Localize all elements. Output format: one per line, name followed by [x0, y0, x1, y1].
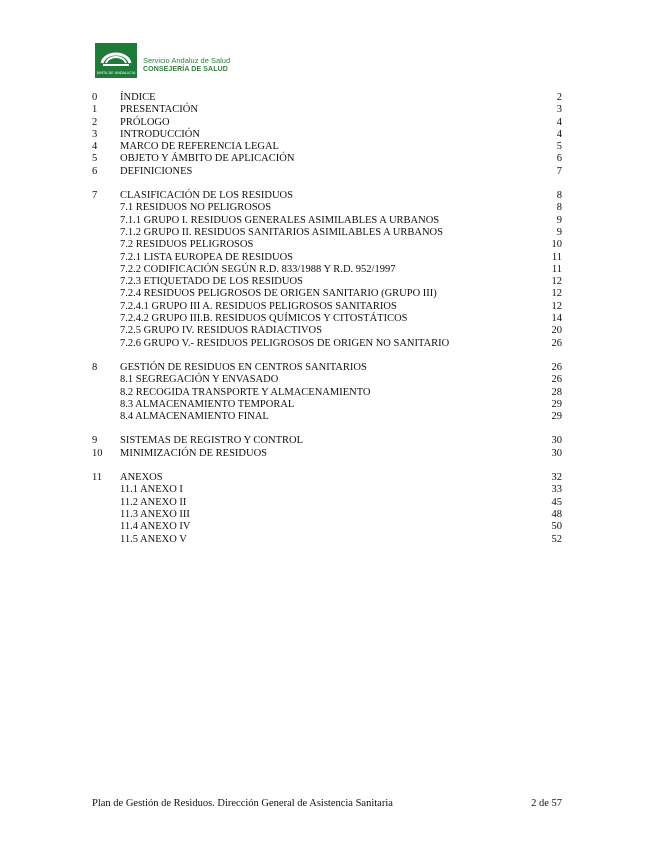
toc-entry-title: 7.1.2 GRUPO II. RESIDUOS SANITARIOS ASIMILABLES A URBANOS — [120, 226, 443, 238]
toc-entry[interactable] — [92, 509, 562, 521]
toc-entry[interactable] — [92, 104, 562, 116]
toc-entry[interactable] — [92, 472, 562, 484]
toc-entry-number: 3 — [92, 128, 98, 140]
toc-entry-title: 7.2.5 GRUPO IV. RESIDUOS RADIACTIVOS — [120, 325, 322, 337]
toc-entry[interactable] — [92, 497, 562, 509]
toc-entry-page: 28 — [551, 386, 562, 398]
toc-entry-page: 29 — [551, 411, 562, 423]
toc-entry[interactable] — [92, 92, 562, 104]
toc-entry[interactable] — [92, 276, 562, 288]
toc-entry-title: 7.1 RESIDUOS NO PELIGROSOS — [120, 202, 272, 214]
toc-entry-page: 29 — [551, 398, 562, 410]
toc-entry-title: 7.2.3 ETIQUETADO DE LOS RESIDUOS — [120, 276, 303, 288]
toc-entry-title: INTRODUCCIÓN — [120, 128, 200, 140]
toc-entry[interactable] — [92, 374, 562, 386]
toc-entry[interactable] — [92, 534, 562, 546]
toc-entry-number: 8 — [92, 361, 98, 373]
toc-entry-page: 11 — [551, 263, 562, 275]
toc-entry-page: 11 — [551, 251, 562, 263]
toc-entry-number: 4 — [92, 141, 98, 153]
toc-entry[interactable] — [92, 117, 562, 129]
toc-entry-title: DEFINICIONES — [120, 165, 193, 177]
toc-section-gap — [92, 178, 562, 190]
toc-entry-page: 33 — [551, 484, 562, 496]
toc-entry-title: 8.3 ALMACENAMIENTO TEMPORAL — [120, 398, 295, 410]
toc-entry-title: 8.1 SEGREGACIÓN Y ENVASADO — [120, 374, 279, 386]
emblem-icon — [95, 43, 137, 78]
toc-entry-title: GESTIÓN DE RESIDUOS EN CENTROS SANITARIOS — [120, 361, 367, 373]
toc-entry-title: 8.4 ALMACENAMIENTO FINAL — [120, 411, 269, 423]
toc-entry-page: 26 — [551, 361, 562, 373]
toc-entry-page: 6 — [556, 153, 562, 165]
toc-entry-number: 0 — [92, 92, 98, 103]
toc-entry[interactable] — [92, 313, 562, 325]
toc-entry-number: 7 — [92, 190, 98, 202]
toc-entry-number: 5 — [92, 153, 98, 165]
toc-entry-page: 52 — [551, 533, 562, 545]
toc-entry-title: CLASIFICACIÓN DE LOS RESIDUOS — [120, 190, 293, 202]
toc-entry-title: 7.2.1 LISTA EUROPEA DE RESIDUOS — [120, 251, 294, 263]
toc-entry-page: 12 — [551, 276, 562, 288]
toc-entry-title: MINIMIZACIÓN DE RESIDUOS — [120, 447, 267, 459]
toc-entry[interactable] — [92, 448, 562, 460]
junta-andalucia-emblem — [95, 43, 137, 78]
toc-entry[interactable] — [92, 362, 562, 374]
footer-page-number: 2 de 57 — [531, 798, 562, 809]
toc-entry[interactable] — [92, 325, 562, 337]
svg-text:JUNTA DE ANDALUCIA: JUNTA DE ANDALUCIA — [96, 71, 136, 75]
toc-entry-title: 11.4 ANEXO IV — [120, 521, 191, 533]
toc-entry-page: 10 — [551, 239, 562, 251]
toc-entry-number: 2 — [92, 116, 98, 128]
organization-logo — [95, 43, 235, 79]
toc-entry-title: 11.1 ANEXO I — [120, 484, 183, 496]
toc-entry[interactable] — [92, 411, 562, 423]
table-of-contents — [92, 92, 562, 546]
toc-entry-title: 7.2.2 CODIFICACIÓN SEGÚN R.D. 833/1988 Y R.D. 952/1997 — [120, 263, 396, 275]
toc-entry-title: 7.2.6 GRUPO V.- RESIDUOS PELIGROSOS DE ORIGEN NO SANITARIO — [120, 337, 450, 349]
toc-entry-page: 26 — [551, 374, 562, 386]
toc-entry[interactable] — [92, 166, 562, 178]
toc-entry-title: 7.2.4 RESIDUOS PELIGROSOS DE ORIGEN SANITARIO (GRUPO III) — [120, 288, 437, 300]
toc-entry-number: 1 — [92, 104, 98, 116]
toc-entry-title: 7.1.1 GRUPO I. RESIDUOS GENERALES ASIMILABLES A URBANOS — [120, 214, 440, 226]
toc-entry-page: 7 — [556, 165, 562, 177]
toc-entry-title: PRESENTACIÓN — [120, 104, 198, 116]
toc-entry-page: 8 — [556, 190, 562, 202]
toc-entry[interactable] — [92, 288, 562, 300]
toc-entry-title: 11.2 ANEXO II — [120, 496, 187, 508]
toc-entry[interactable] — [92, 252, 562, 264]
organization-name — [143, 56, 230, 74]
toc-entry-number: 11 — [92, 472, 103, 484]
toc-entry-page: 12 — [551, 300, 562, 312]
toc-entry[interactable] — [92, 387, 562, 399]
page-footer — [92, 797, 562, 811]
toc-entry-title: 11.3 ANEXO III — [120, 508, 190, 520]
toc-entry-page: 50 — [551, 521, 562, 533]
toc-entry-page: 20 — [551, 325, 562, 337]
toc-entry[interactable] — [92, 227, 562, 239]
toc-entry-title: SISTEMAS DE REGISTRO Y CONTROL — [120, 435, 303, 447]
toc-entry-title: 7.2.4.2 GRUPO III.B. RESIDUOS QUÍMICOS Y CITOSTÁTICOS — [120, 313, 408, 325]
toc-entry-page: 2 — [556, 92, 562, 103]
toc-entry[interactable] — [92, 521, 562, 533]
toc-entry-page: 32 — [551, 472, 562, 484]
toc-entry-number: 9 — [92, 435, 98, 447]
toc-entry-page: 14 — [551, 313, 562, 325]
toc-entry[interactable] — [92, 129, 562, 141]
toc-entry-page: 9 — [556, 226, 562, 238]
toc-entry-title: ANEXOS — [120, 472, 163, 484]
toc-entry-title: 7.2 RESIDUOS PELIGROSOS — [120, 239, 254, 251]
toc-entry-title: 8.2 RECOGIDA TRANSPORTE Y ALMACENAMIENTO — [120, 386, 371, 398]
org-line1: Servicio Andaluz de Salud — [143, 56, 231, 65]
toc-entry[interactable] — [92, 202, 562, 214]
toc-entry-page: 30 — [551, 447, 562, 459]
toc-entry[interactable] — [92, 435, 562, 447]
org-line2: CONSEJERÍA DE SALUD — [143, 66, 228, 73]
toc-entry-page: 48 — [551, 508, 562, 520]
toc-entry-title: MARCO DE REFERENCIA LEGAL — [120, 141, 279, 153]
toc-entry-title: OBJETO Y ÁMBITO DE APLICACIÓN — [120, 153, 295, 165]
toc-section-gap — [92, 460, 562, 472]
toc-entry-page: 3 — [556, 104, 562, 116]
toc-entry[interactable] — [92, 264, 562, 276]
toc-section-gap — [92, 350, 562, 362]
toc-entry-page: 4 — [556, 128, 562, 140]
toc-entry[interactable] — [92, 301, 562, 313]
toc-entry[interactable] — [92, 215, 562, 227]
toc-entry-page: 9 — [556, 214, 562, 226]
toc-entry[interactable] — [92, 399, 562, 411]
toc-entry-page: 30 — [551, 435, 562, 447]
toc-entry-number: 10 — [92, 447, 103, 459]
toc-entry-title: 11.5 ANEXO V — [120, 533, 187, 545]
toc-entry[interactable] — [92, 141, 562, 153]
toc-entry[interactable] — [92, 484, 562, 496]
toc-entry-title: ÍNDICE — [120, 92, 156, 103]
toc-entry-number: 6 — [92, 165, 98, 177]
toc-entry-page: 8 — [556, 202, 562, 214]
toc-entry-page: 26 — [551, 337, 562, 349]
toc-entry[interactable] — [92, 239, 562, 251]
toc-entry-page: 4 — [556, 116, 562, 128]
toc-entry[interactable] — [92, 190, 562, 202]
toc-entry[interactable] — [92, 338, 562, 350]
toc-section-gap — [92, 423, 562, 435]
toc-entry-title: PRÓLOGO — [120, 116, 170, 128]
toc-entry-page: 5 — [556, 141, 562, 153]
toc-entry-page: 45 — [551, 496, 562, 508]
toc-entry[interactable] — [92, 153, 562, 165]
toc-entry-title: 7.2.4.1 GRUPO III A. RESIDUOS PELIGROSOS SANITARIOS — [120, 300, 397, 312]
footer-document-title: Plan de Gestión de Residuos. Dirección General de Asistencia Sanitaria — [92, 798, 393, 809]
toc-entry-page: 12 — [551, 288, 562, 300]
